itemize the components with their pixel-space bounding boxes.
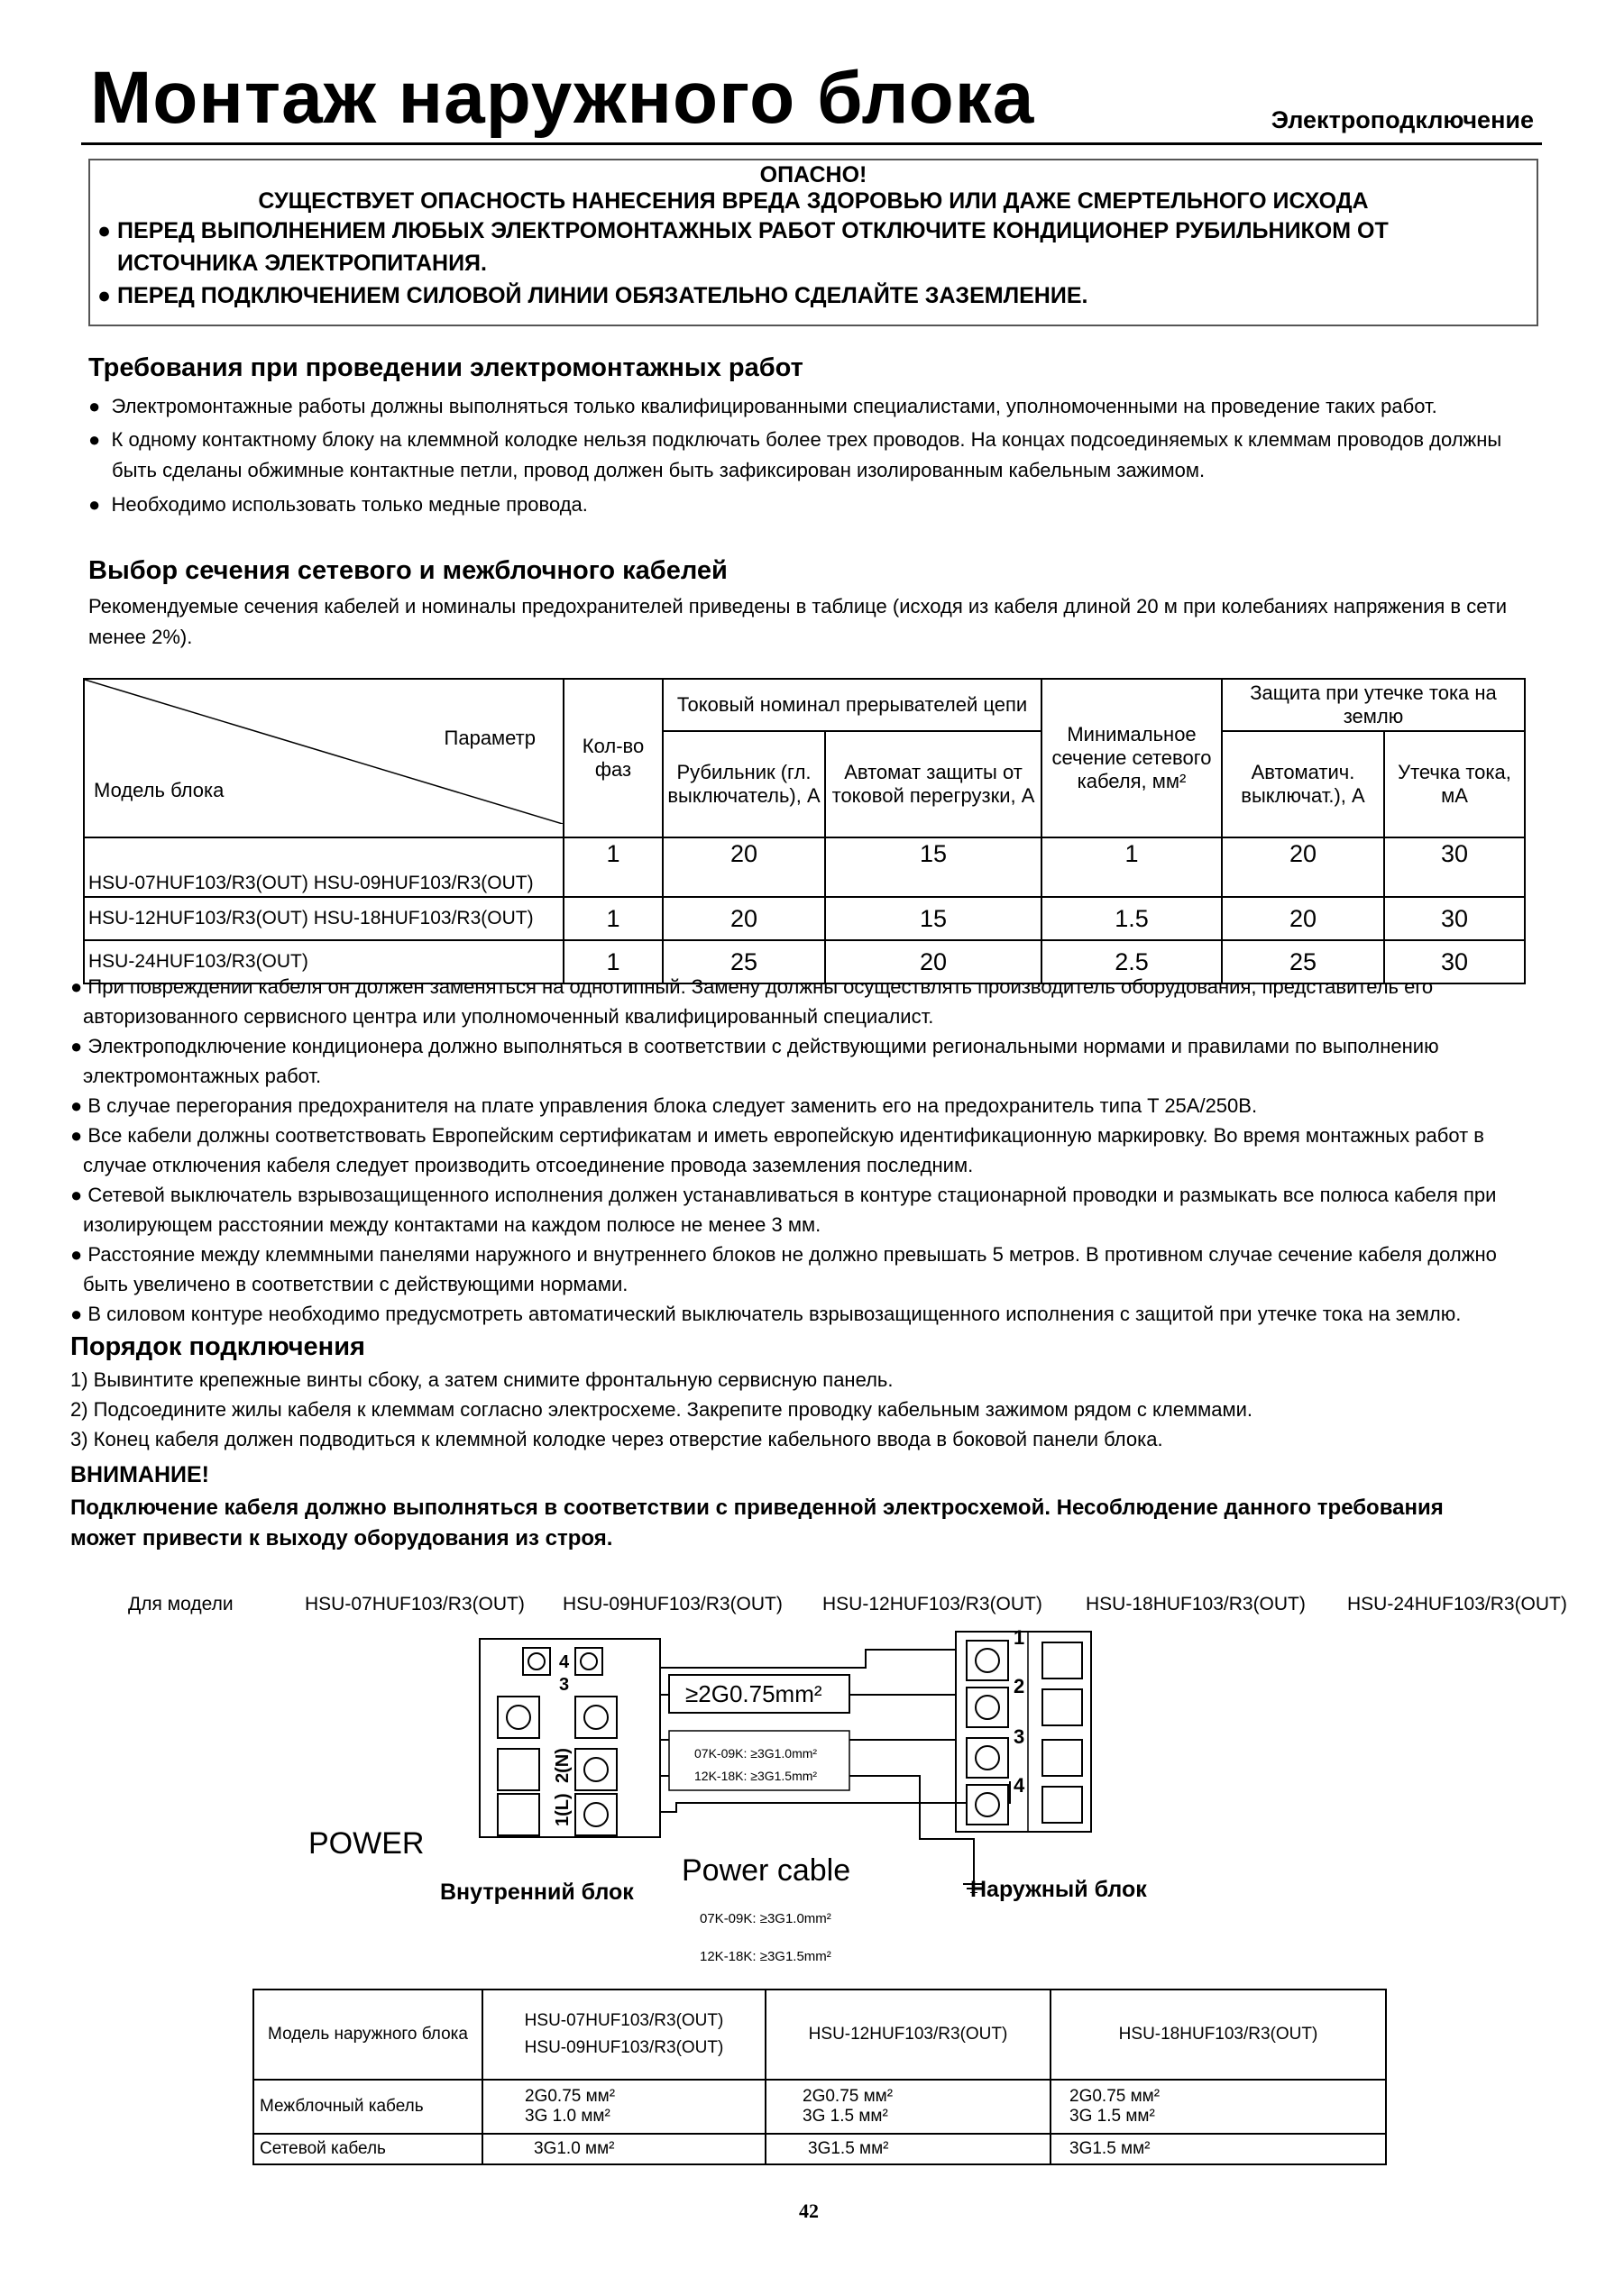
list-item: 2) Подсоедините жилы кабеля к клеммам согласно электросхеме. Закрепите проводку кабельным зажимом рядом с клеммами. <box>70 1398 1252 1421</box>
indoor-terminal-label: 1(L) <box>553 1793 573 1826</box>
outdoor-terminal-label: 4 <box>1014 1774 1025 1797</box>
danger-item: ● ПЕРЕД ПОДКЛЮЧЕНИЕМ СИЛОВОЙ ЛИНИИ ОБЯЗАТЕЛЬНО СДЕЛАЙТЕ ЗАЗЕМЛЕНИЕ. <box>97 283 1088 308</box>
list-item: ● Электромонтажные работы должны выполняться только квалифицированными специалистами, уполномоченными на проведение таких работ. <box>88 395 1437 417</box>
list-item: ● При повреждении кабеля он должен заменяться на однотипный. Замену должны осуществлять производитель оборудования, представитель его <box>70 975 1434 998</box>
th-phases: Кол-во фаз <box>564 679 663 837</box>
power-cable-07: 07K-09K: ≥3G1.0mm² <box>700 1911 831 1926</box>
diagram-model: HSU-07HUF103/R3(OUT) <box>305 1594 525 1615</box>
th-col-2: HSU-12HUF103/R3(OUT) <box>766 1990 1051 2080</box>
cables-table <box>252 1989 1387 2165</box>
danger-heading: ОПАСНО! <box>759 162 867 188</box>
list-item: авторизованного сервисного центра или уполномоченный квалифицированный специалист. <box>83 1005 934 1028</box>
th-leak-a: Автоматич. выключат.), А <box>1222 731 1384 837</box>
list-item: ● Электроподключение кондиционера должно выполняться в соответствии с действующими региональными нормами и правилами по выполнению <box>70 1035 1439 1057</box>
list-item: ● Расстояние между клеммными панелями наружного и внутреннего блоков не должно превышать 5 метров. В противном случае сечение кабеля должно <box>70 1243 1497 1266</box>
table-row: Сетевой кабель 3G1.0 мм² 3G1.5 мм² 3G1.5 мм² <box>253 2134 1386 2164</box>
procedure-heading: Порядок подключения <box>70 1332 365 1361</box>
th-col-3: HSU-18HUF103/R3(OUT) <box>1051 1990 1386 2080</box>
th-breaker-a: Рубильник (гл. выключатель), А <box>663 731 825 837</box>
attention-text: Подключение кабеля должно выполняться в соответствии с приведенной электросхемой. Несоблюдение данного требования может привести к выходу оборудования из строя. <box>70 1496 1444 1550</box>
notes-list <box>70 972 1549 1329</box>
th-col-1: HSU-07HUF103/R3(OUT) HSU-09HUF103/R3(OUT) <box>482 1990 766 2080</box>
list-item: 1) Вывинтите крепежные винты сбоку, а затем снимите фронтальную сервисную панель. <box>70 1368 894 1391</box>
danger-box <box>88 159 1538 326</box>
title-divider <box>81 142 1542 145</box>
inter-cable-label: ≥2G0.75mm² <box>685 1680 822 1707</box>
list-item: 3) Конец кабеля должен подводиться к клеммной колодке через отверстие кабельного ввода в боковой панели блока. <box>70 1428 1163 1450</box>
list-item: ● Необходимо использовать только медные провода. <box>88 493 588 516</box>
wiring-diagram <box>469 1623 1118 1893</box>
power-label: POWER <box>308 1826 425 1861</box>
table-row: HSU-12HUF103/R3(OUT) HSU-18HUF103/R3(OUT) 1 20 15 1.5 20 30 <box>84 897 1525 940</box>
power-cable-label: Power cable <box>682 1853 851 1888</box>
list-item: ● В случае перегорания предохранителя на плате управления блока следует заменить его на предохранитель типа T 25A/250B. <box>70 1094 1258 1117</box>
list-item: ● В силовом контуре необходимо предусмотреть автоматический выключатель взрывозащищенного исполнения с защитой при утечке тока на землю. <box>70 1303 1462 1325</box>
page-title: Монтаж наружного блока <box>90 57 1035 139</box>
procedure-steps <box>70 1365 1252 1454</box>
list-item: изолирующем расстоянии между контактами на каждом полюсе не менее 3 мм. <box>83 1213 821 1236</box>
requirements-heading: Требования при проведении электромонтажных работ <box>88 353 803 382</box>
list-item: ● Сетевой выключатель взрывозащищенного исполнения должен устанавливаться в контуре стационарной проводки и размыкать все полюса кабеля при <box>70 1184 1497 1206</box>
list-item: ● Все кабели должны соответствовать Европейским сертификатам и иметь европейскую идентификационную маркировку. Во время монтажных работ в <box>70 1124 1484 1147</box>
diagram-model: HSU-12HUF103/R3(OUT) <box>822 1594 1042 1615</box>
corner-diagonal <box>85 680 563 824</box>
section-label: Электроподключение <box>1271 106 1534 133</box>
corner-model: Модель блока <box>94 779 225 801</box>
table-row: Межблочный кабель 2G0.75 мм² 3G 1.0 мм² 2G0.75 мм² 3G 1.5 мм² 2G0.75 мм² 3G 1.5 мм² <box>253 2080 1386 2134</box>
cable-selection-intro: Рекомендуемые сечения кабелей и номиналы предохранителей приведены в таблице (исходя из кабеля длиной 20 м при колебаниях напряжения в сети менее 2%). <box>88 595 1508 648</box>
inter-07-label: 07K-09K: ≥3G1.0mm² <box>694 1746 818 1761</box>
outdoor-unit-label: Наружный блок <box>970 1877 1147 1902</box>
diagram-model: HSU-24HUF103/R3(OUT) <box>1347 1594 1567 1615</box>
for-model-label: Для модели <box>128 1594 234 1615</box>
danger-item: ИСТОЧНИКА ЭЛЕКТРОПИТАНИЯ. <box>117 251 487 276</box>
diagram-model: HSU-18HUF103/R3(OUT) <box>1086 1594 1306 1615</box>
list-item: быть сделаны обжимные контактные петли, провод должен быть зафиксирован изолированным кабельным зажимом. <box>112 459 1206 481</box>
outdoor-terminal-label: 1 <box>1014 1626 1025 1649</box>
list-item: быть увеличено в соответствии с действующими нормами. <box>83 1273 628 1295</box>
indoor-terminal-label: 2(N) <box>553 1748 573 1783</box>
danger-subheading: СУЩЕСТВУЕТ ОПАСНОСТЬ НАНЕСЕНИЯ ВРЕДА ЗДОРОВЬЮ ИЛИ ДАЖЕ СМЕРТЕЛЬНОГО ИСХОДА <box>258 188 1369 214</box>
danger-item: ● ПЕРЕД ВЫПОЛНЕНИЕМ ЛЮБЫХ ЭЛЕКТРОМОНТАЖНЫХ РАБОТ ОТКЛЮЧИТЕ КОНДИЦИОНЕР РУБИЛЬНИКОМ ОТ <box>97 218 1389 243</box>
outdoor-terminal-label: 3 <box>1014 1725 1025 1748</box>
table-row: HSU-07HUF103/R3(OUT) HSU-09HUF103/R3(OUT) 1 20 15 1 20 30 <box>84 837 1525 897</box>
corner-param: Параметр <box>444 727 536 749</box>
power-cable-12: 12K-18K: ≥3G1.5mm² <box>700 1949 831 1964</box>
list-item: случае отключения кабеля следует производить отсоединение провода заземления последним. <box>83 1154 974 1176</box>
table-corner-cell <box>84 679 564 837</box>
th-model: Модель наружного блока <box>253 1990 482 2080</box>
diagram-model: HSU-09HUF103/R3(OUT) <box>563 1594 783 1615</box>
indoor-unit-label: Внутренний блок <box>440 1880 634 1905</box>
inter-12-label: 12K-18K: ≥3G1.5mm² <box>694 1769 818 1783</box>
list-item: электромонтажных работ. <box>83 1065 322 1087</box>
indoor-terminal-label: 3 <box>559 1675 570 1695</box>
list-item: ● К одному контактному блоку на клеммной колодке нельзя подключать более трех проводов. На концах подсоединяемых к клеммам проводов должны <box>88 428 1502 451</box>
params-table <box>83 678 1526 984</box>
table-row: HSU-24HUF103/R3(OUT) 1 25 20 2.5 25 30 <box>84 940 1525 983</box>
th-leak-group: Защита при утечке тока на землю <box>1222 679 1525 731</box>
outdoor-terminal-label: 2 <box>1014 1675 1025 1697</box>
th-breaker-b: Автомат защиты от токовой перегрузки, А <box>825 731 1041 837</box>
requirements-list <box>88 391 1540 520</box>
cable-selection-heading: Выбор сечения сетевого и межблочного кабелей <box>88 556 728 585</box>
page-number: 42 <box>799 2200 819 2222</box>
attention-heading: ВНИМАНИЕ! <box>70 1462 209 1487</box>
th-min-section: Минимальное сечение сетевого кабеля, мм² <box>1041 679 1222 837</box>
th-breaker-group: Токовый номинал прерывателей цепи <box>663 679 1041 731</box>
indoor-terminal-label: 4 <box>559 1652 570 1672</box>
th-leak-b: Утечка тока, мА <box>1384 731 1525 837</box>
